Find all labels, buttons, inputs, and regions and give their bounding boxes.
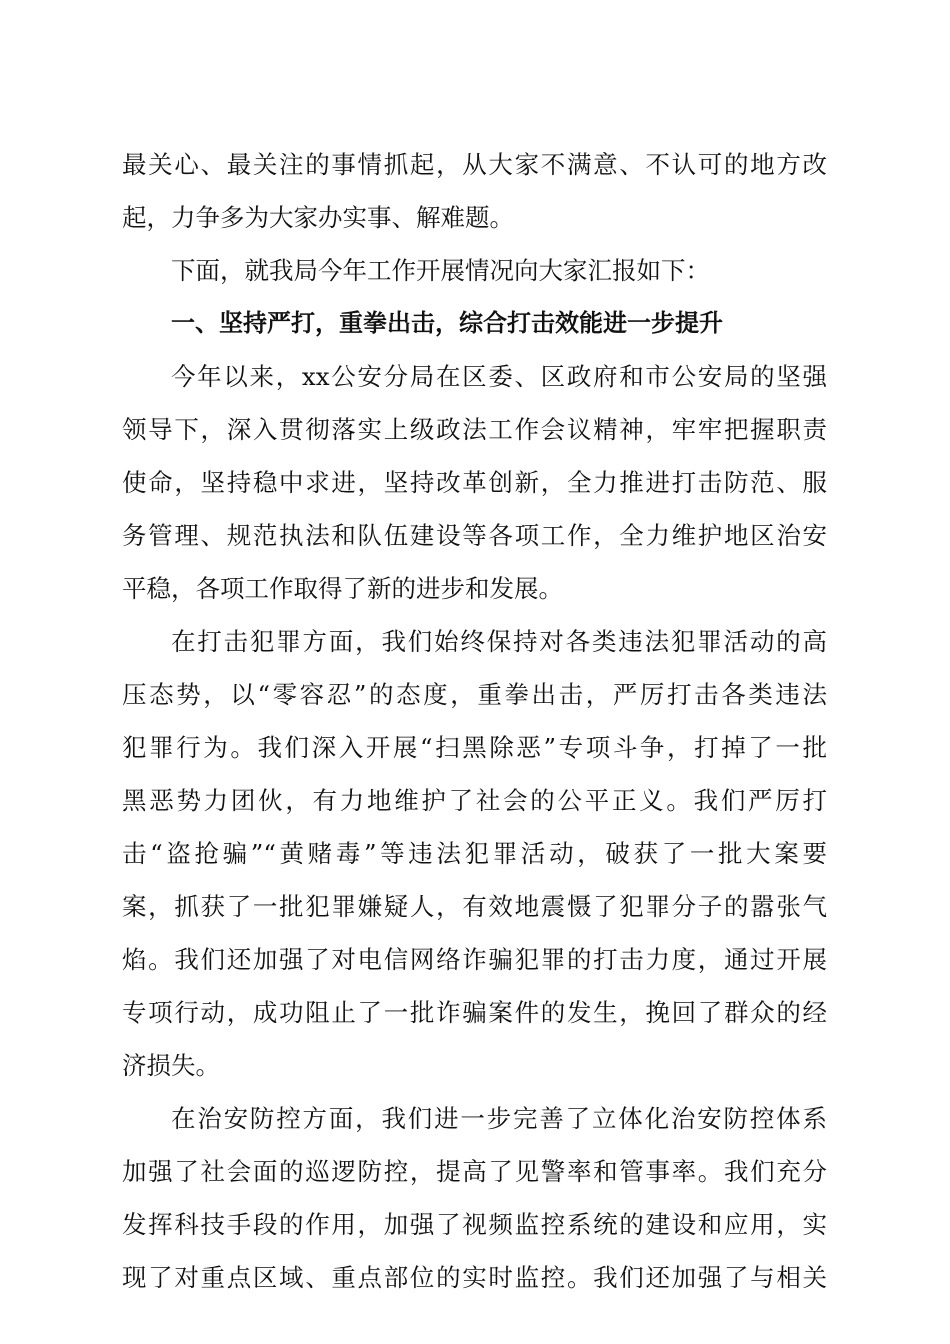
paragraph-line: 下面，就我局今年工作开展情况向大家汇报如下： [171,256,710,285]
paragraph-line: 压态势，以“零容忍”的态度，重拳出击，严厉打击各类违法 [122,680,827,709]
paragraph-line: 最关心、最关注的事情抓起，从大家不满意、不认可的地方改 [122,150,827,179]
paragraph-line: 在治安防控方面，我们进一步完善了立体化治安防控体系 [171,1104,827,1133]
paragraph-line: 起，力争多为大家办实事、解难题。 [122,203,514,232]
section-heading: 一、坚持严打，重拳出击，综合打击效能进一步提升 [171,309,723,337]
paragraph-line: 济损失。 [122,1051,220,1080]
paragraph-line: 在打击犯罪方面，我们始终保持对各类违法犯罪活动的高 [171,627,827,656]
paragraph-line: 使命，坚持稳中求进，坚持改革创新，全力推进打击防范、服 [122,468,827,497]
paragraph-line: 现了对重点区域、重点部位的实时监控。我们还加强了与相关 [122,1263,827,1292]
paragraph-line: 案，抓获了一批犯罪嫌疑人，有效地震慑了犯罪分子的嚣张气 [122,892,827,921]
paragraph-line: 焰。我们还加强了对电信网络诈骗犯罪的打击力度，通过开展 [122,945,827,974]
paragraph-line: 今年以来，xx公安分局在区委、区政府和市公安局的坚强 [171,362,827,391]
paragraph-line: 黑恶势力团伙，有力地维护了社会的公平正义。我们严厉打 [122,786,827,815]
paragraph-line: 犯罪行为。我们深入开展“扫黑除恶”专项斗争，打掉了一批 [122,733,827,762]
paragraph-line: 发挥科技手段的作用，加强了视频监控系统的建设和应用，实 [122,1210,827,1239]
paragraph-line: 领导下，深入贯彻落实上级政法工作会议精神，牢牢把握职责 [122,415,827,444]
paragraph-line: 击“盗抢骗”“黄赌毒”等违法犯罪活动，破获了一批大案要 [122,839,827,868]
paragraph-line: 平稳，各项工作取得了新的进步和发展。 [122,574,563,603]
paragraph-line: 加强了社会面的巡逻防控，提高了见警率和管事率。我们充分 [122,1157,827,1186]
paragraph-line: 专项行动，成功阻止了一批诈骗案件的发生，挽回了群众的经 [122,998,827,1027]
paragraph-line: 务管理、规范执法和队伍建设等各项工作，全力维护地区治安 [122,521,827,550]
document-page [122,138,827,1304]
